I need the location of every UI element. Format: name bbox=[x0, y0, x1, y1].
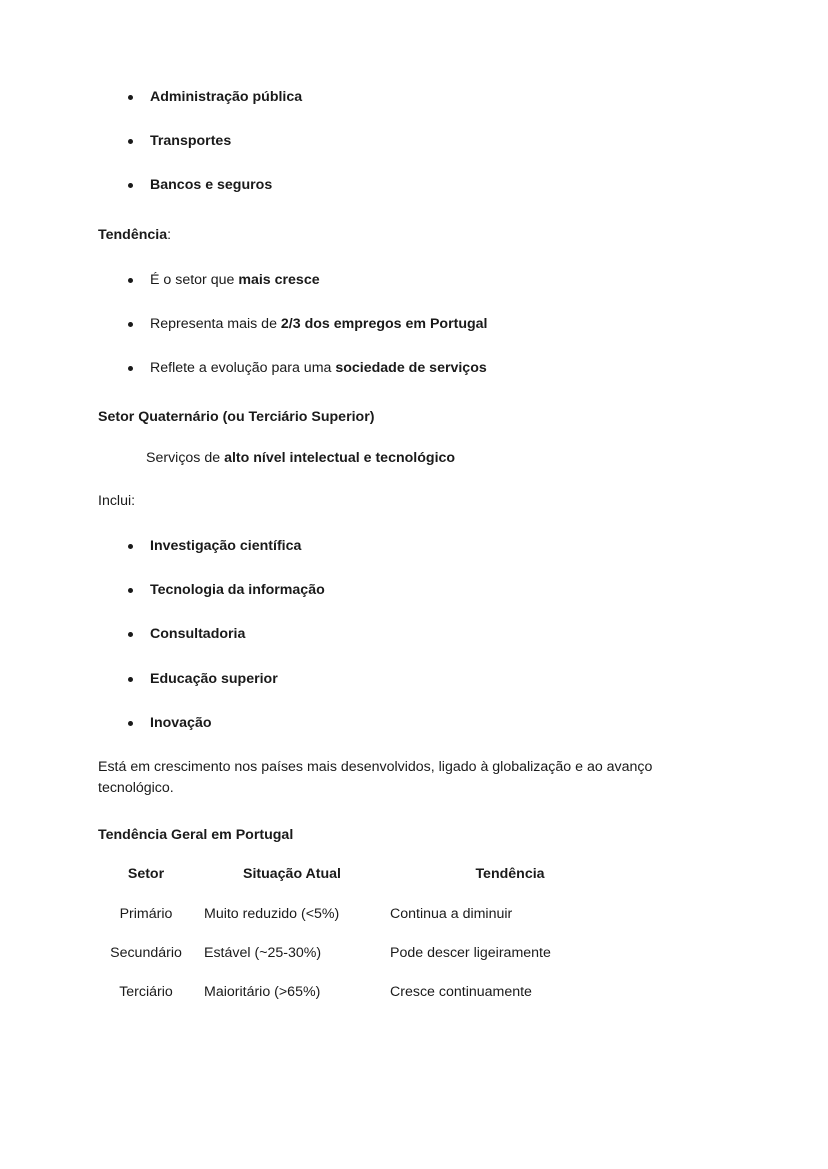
quaternary-closing-paragraph: Está em crescimento nos países mais desenvolvidos, ligado à globalização e ao avanço tecnológico. bbox=[98, 759, 653, 796]
tendencia-heading bbox=[98, 226, 698, 245]
table-cell-status: Maioritário (>65%) bbox=[204, 983, 321, 1000]
list-item: Transportes bbox=[98, 132, 698, 151]
list-item bbox=[98, 315, 698, 334]
table-header bbox=[98, 865, 630, 904]
table-cell-trend: Cresce continuamente bbox=[390, 983, 532, 1000]
list-item-text: É o setor que bbox=[150, 271, 239, 288]
table-row bbox=[98, 944, 630, 983]
table-body bbox=[98, 905, 630, 1003]
quaternary-heading: Setor Quaternário (ou Terciário Superior) bbox=[98, 409, 375, 426]
table-row bbox=[98, 983, 630, 1002]
table-cell-trend: Pode descer ligeiramente bbox=[390, 944, 551, 961]
table-header-sector: Setor bbox=[127, 866, 165, 883]
table-cell-trend: Continua a diminuir bbox=[390, 905, 513, 922]
list-item: Investigação científica bbox=[98, 537, 698, 556]
tendencia-heading-bold: Tendência bbox=[98, 226, 168, 243]
table-cell-sector: Primário bbox=[119, 905, 173, 922]
general-trend-heading: Tendência Geral em Portugal bbox=[98, 827, 294, 844]
list-item: Inovação bbox=[98, 714, 698, 733]
table-header-trend: Tendência bbox=[475, 866, 545, 883]
tertiary-examples-list bbox=[98, 88, 698, 196]
list-item: Tecnologia da informação bbox=[98, 581, 698, 600]
table-cell-sector: Terciário bbox=[119, 983, 173, 1000]
table-header-row bbox=[98, 865, 630, 904]
quaternary-lead-text: Serviços de bbox=[146, 450, 225, 467]
quaternary-list bbox=[98, 537, 698, 733]
list-item bbox=[98, 271, 698, 290]
general-trend-table bbox=[98, 865, 630, 1002]
list-item: Administração pública bbox=[98, 88, 698, 107]
table-cell-sector: Secundário bbox=[110, 944, 182, 961]
list-item-text: Reflete a evolução para uma bbox=[150, 360, 336, 377]
list-item: Educação superior bbox=[98, 670, 698, 689]
table-cell-status: Estável (~25-30%) bbox=[204, 944, 322, 961]
table-cell-status: Muito reduzido (<5%) bbox=[204, 905, 340, 922]
list-item bbox=[98, 359, 698, 378]
list-item: Consultadoria bbox=[98, 625, 698, 644]
list-item-text: Representa mais de bbox=[150, 315, 281, 332]
list-item-emphasis: mais cresce bbox=[238, 271, 320, 288]
list-item-emphasis: 2/3 dos empregos em Portugal bbox=[280, 315, 488, 332]
tendencia-list bbox=[98, 271, 698, 379]
inclui-label: Inclui: bbox=[98, 492, 136, 509]
quaternary-lead bbox=[98, 449, 698, 468]
quaternary-lead-emphasis: alto nível intelectual e tecnológico bbox=[224, 450, 456, 467]
list-item: Bancos e seguros bbox=[98, 176, 698, 195]
table-header-status: Situação Atual bbox=[242, 866, 342, 883]
tendencia-heading-colon: : bbox=[167, 226, 172, 243]
table-row bbox=[98, 905, 630, 944]
list-item-emphasis: sociedade de serviços bbox=[335, 360, 487, 377]
document-content bbox=[98, 88, 698, 1002]
